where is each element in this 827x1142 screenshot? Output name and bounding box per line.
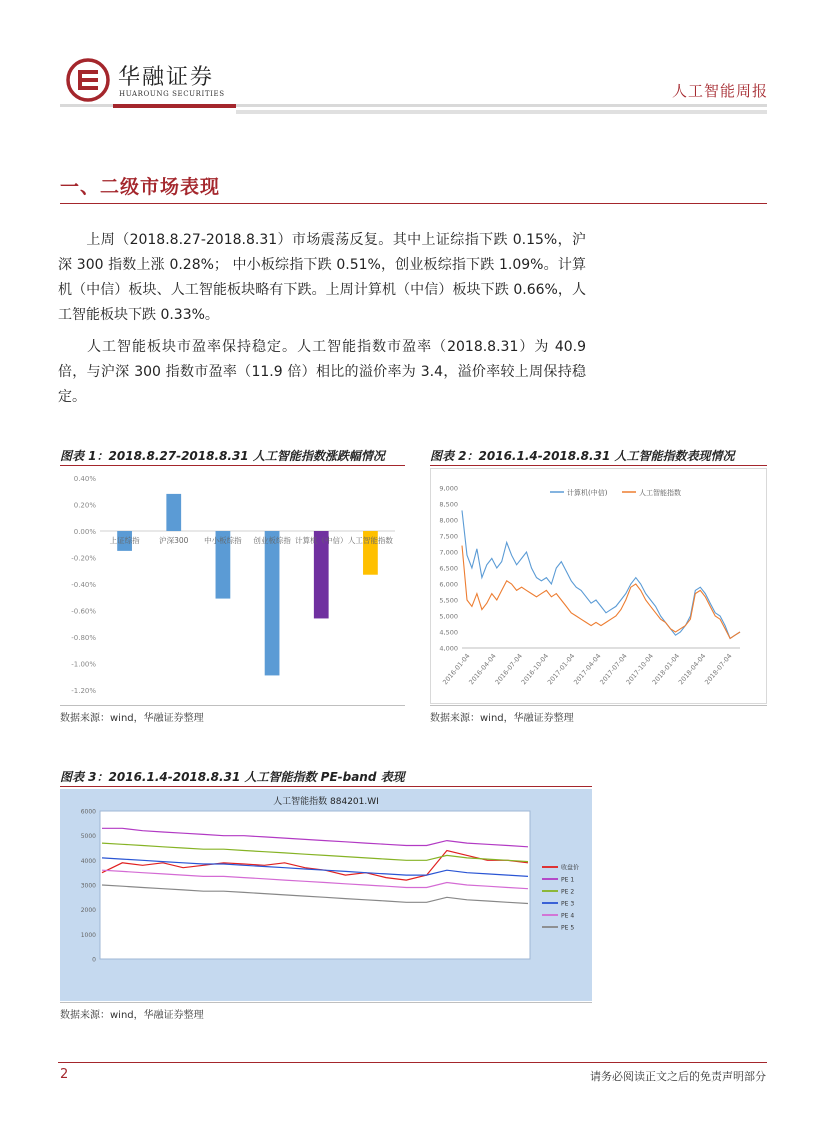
figure-2-rule <box>430 465 767 466</box>
y-tick-label: 6,500 <box>439 564 458 573</box>
disclaimer: 请务必阅读正文之后的免责声明部分 <box>590 1070 766 1083</box>
x-tick-label: 2016-07-04 <box>493 652 524 687</box>
section-title: 一、二级市场表现 <box>60 176 221 198</box>
y-tick-label: -1.20% <box>71 687 96 695</box>
figure-3-chart <box>60 789 592 1001</box>
category-label: 计算机（中信） <box>295 536 348 545</box>
figure-1-rule <box>60 465 405 466</box>
y-tick-label: 1000 <box>80 931 96 939</box>
figure-2-bottom-rule <box>430 705 767 706</box>
y-tick-label: 2000 <box>80 907 96 915</box>
y-tick-label: 7,500 <box>439 532 458 541</box>
legend-label: PE 3 <box>561 900 575 908</box>
x-tick-label: 2017-10-04 <box>624 652 655 687</box>
report-type: 人工智能周报 <box>672 82 769 100</box>
y-tick-label: 5000 <box>80 833 96 841</box>
y-tick-label: 8,500 <box>439 500 458 509</box>
figure-1-chart <box>60 468 405 704</box>
x-tick-label: 2016-04-04 <box>467 652 498 687</box>
figure-3-bottom-rule <box>60 1002 592 1003</box>
page-number: 2 <box>60 1067 69 1082</box>
y-tick-label: 9,000 <box>439 484 458 493</box>
footer-rule <box>58 1062 767 1063</box>
x-tick-label: 2016-10-04 <box>519 652 551 687</box>
bar-3 <box>265 531 280 675</box>
y-tick-label: 8,000 <box>439 516 458 525</box>
figure-3-source: 数据来源：wind，华融证券整理 <box>60 1010 204 1021</box>
y-tick-label: 4,000 <box>439 644 458 653</box>
legend-label: 收盘价 <box>561 864 580 872</box>
legend-label: PE 4 <box>561 912 575 920</box>
legend-label: PE 5 <box>561 924 575 932</box>
y-tick-label: 4000 <box>80 857 96 865</box>
y-tick-label: 0.40% <box>73 475 96 483</box>
section-rule <box>60 203 767 204</box>
x-tick-label: 2018-07-04 <box>703 652 734 687</box>
figure-1-source: 数据来源：wind，华融证券整理 <box>60 713 204 724</box>
y-tick-label: 0 <box>92 956 96 964</box>
brand-name-en: HUAROUNG SECURITIES <box>119 90 225 98</box>
bar-1 <box>166 494 181 531</box>
y-tick-label: -0.20% <box>71 554 96 563</box>
legend-label: PE 2 <box>561 888 575 896</box>
x-tick-label: 2017-07-04 <box>598 652 629 687</box>
legend-label: 计算机(中信) <box>567 489 608 497</box>
category-label: 上证综指 <box>109 536 140 545</box>
y-tick-label: 4,500 <box>439 628 458 637</box>
x-tick-label: 2017-04-04 <box>572 652 603 687</box>
figure-2-source: 数据来源：wind，华融证券整理 <box>430 713 574 724</box>
y-tick-label: 0.20% <box>73 501 96 510</box>
category-label: 中小板综指 <box>204 536 242 545</box>
x-tick-label: 2016-01-04 <box>441 652 472 687</box>
x-tick-label: 2018-04-04 <box>676 652 708 687</box>
figure-1-caption: 图表 1：2018.8.27-2018.8.31 人工智能指数涨跌幅情况 <box>60 449 385 463</box>
paragraph-pe: 人工智能板块市盈率保持稳定。人工智能指数市盈率（2018.8.31）为 40.9 倍，与沪深 300 指数市盈率（11.9 倍）相比的溢价率为 3.4，溢价率较上周保持稳定。 <box>58 339 586 405</box>
x-tick-label: 2018-01-04 <box>650 652 682 687</box>
figure-3-rule <box>60 786 592 787</box>
figure-2-chart <box>430 468 767 704</box>
figure-2-caption: 图表 2：2016.1.4-2018.8.31 人工智能指数表现情况 <box>430 449 735 463</box>
x-tick-label: 2017-01-04 <box>545 652 577 687</box>
legend-label: PE 1 <box>561 876 575 884</box>
figure-1-bottom-rule <box>60 705 405 706</box>
figure-3-caption: 图表 3：2016.1.4-2018.8.31 人工智能指数 PE-band 表现 <box>60 770 405 784</box>
header-accent-bar <box>113 104 236 108</box>
y-tick-label: 3000 <box>80 882 96 890</box>
category-label: 创业板综指 <box>253 536 291 545</box>
y-tick-label: -0.60% <box>71 607 96 616</box>
y-tick-label: 5,000 <box>439 612 458 621</box>
header-divider-secondary <box>236 110 767 114</box>
category-label: 沪深300 <box>159 536 189 545</box>
y-tick-label: 6000 <box>80 808 96 816</box>
legend-label: 人工智能指数 <box>639 489 681 497</box>
y-tick-label: 6,000 <box>439 580 458 589</box>
paragraph-market: 上周（2018.8.27-2018.8.31）市场震荡反复。其中上证综指下跌 0.15%，沪深 300 指数上涨 0.28%； 中小板综指下跌 0.51%，创业板综指下跌 1.09%。计算机（中信）板块、人工智能板块略有下跌。上周计算机（中信）板块下跌 0.66%，人工智能板块下跌 0.33%。 <box>58 232 586 323</box>
huarong-logo-icon <box>66 58 110 102</box>
y-tick-label: -0.40% <box>71 581 96 589</box>
y-tick-label: 0.00% <box>73 528 96 536</box>
category-label: 人工智能指数 <box>347 536 393 545</box>
y-tick-label: 7,000 <box>439 548 458 557</box>
y-tick-label: -1.00% <box>71 660 96 669</box>
y-tick-label: 5,500 <box>439 596 458 605</box>
chart-title: 人工智能指数 884201.WI <box>273 797 379 807</box>
y-tick-label: -0.80% <box>71 634 96 642</box>
brand-name-cn: 华融证券 <box>118 65 215 90</box>
